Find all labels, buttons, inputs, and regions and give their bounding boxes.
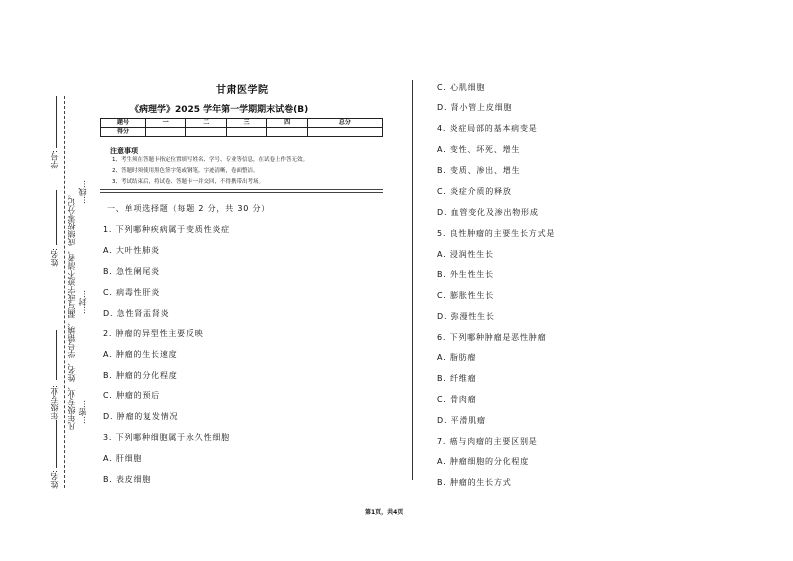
- option-line: D. 弥漫性生长: [437, 312, 495, 321]
- option-line: C. 肿瘤的预后: [103, 391, 161, 400]
- score-table: [100, 118, 383, 137]
- option-line: B. 变质、渗出、增生: [437, 166, 521, 175]
- column-divider: [412, 80, 413, 480]
- option-line: B. 肿瘤的生长方式: [437, 478, 512, 487]
- score-cell: 三: [226, 119, 266, 128]
- section-heading: 一、单项选择题（每题 2 分，共 30 分）: [107, 204, 271, 213]
- seal-mark-secret: …密…: [78, 400, 87, 424]
- option-line: C. 心肌细胞: [437, 83, 486, 92]
- option-line: D. 平滑肌瘤: [437, 416, 486, 425]
- student-id-label: 学号:: [50, 150, 59, 169]
- score-cell: 题号: [101, 119, 146, 128]
- question-line: 4. 炎症局部的基本病变是: [437, 124, 538, 133]
- question-line: 1. 下列哪种疾病属于变质性炎症: [103, 225, 230, 234]
- score-input-cell: [307, 128, 382, 137]
- score-table-score-row: [101, 128, 383, 137]
- notice-item: 1、考生须在答题卡指定位置填写姓名、学号、专业等信息，在试卷上作答无效。: [112, 157, 309, 163]
- option-line: D. 肿瘤的复发情况: [103, 412, 179, 421]
- major-label: 年级专业:: [50, 385, 59, 420]
- score-input-cell: [146, 128, 186, 137]
- question-line: 5. 良性肿瘤的主要生长方式是: [437, 229, 556, 238]
- option-line: A. 肿瘤的生长速度: [103, 350, 178, 359]
- seal-mark-seal: …封…: [78, 290, 87, 314]
- option-line: A. 变性、坏死、增生: [437, 145, 521, 154]
- option-line: A. 浸润性生长: [437, 250, 494, 259]
- notice-item: 3、考试结束后，将试卷、答题卡一并交回，不得携带出考场。: [112, 179, 265, 185]
- notice-title: 注意事项: [110, 147, 138, 155]
- binding-dashed-line: [64, 96, 65, 488]
- option-line: B. 肿瘤的分化程度: [103, 371, 178, 380]
- option-line: A. 肝细胞: [103, 454, 143, 463]
- exam-title: 《病理学》2025 学年第一学期期末试卷(B): [130, 105, 309, 115]
- option-line: B. 纤维瘤: [437, 374, 477, 383]
- option-line: A. 脂肪瘤: [437, 353, 477, 362]
- name-label-2: 姓名:: [50, 470, 59, 489]
- score-cell: 四: [267, 119, 307, 128]
- option-line: A. 大叶性肺炎: [103, 246, 160, 255]
- option-line: C. 病毒性肝炎: [103, 288, 161, 297]
- option-line: D. 肾小管上皮细胞: [437, 103, 513, 112]
- question-line: 3. 下列哪种细胞属于永久性细胞: [103, 433, 230, 442]
- name-blank: [56, 190, 57, 245]
- option-line: C. 炎症介质的释放: [437, 187, 512, 196]
- option-line: B. 外生性生长: [437, 270, 494, 279]
- score-cell: 得分: [101, 128, 146, 137]
- score-cell: 一: [146, 119, 186, 128]
- divider-line: [100, 192, 383, 193]
- notice-item: 2、答题时须使用黑色签字笔或钢笔，字迹清晰，卷面整洁。: [112, 168, 259, 174]
- page-number: 第1页，共4页: [365, 509, 404, 516]
- score-input-cell: [186, 128, 226, 137]
- score-cell: 二: [186, 119, 226, 128]
- option-line: D. 急性肾盂肾炎: [103, 309, 170, 318]
- option-line: B. 表皮细胞: [103, 475, 152, 484]
- option-line: C. 膨胀性生长: [437, 291, 495, 300]
- binding-warning: 凡年级专业、姓名、学号错填、漏写或字迹不清者，成绩按零分记。: [67, 190, 76, 430]
- option-line: C. 骨肉瘤: [437, 395, 477, 404]
- name-label: 姓名:: [50, 248, 59, 267]
- seal-mark-line: …线…: [78, 180, 87, 204]
- score-input-cell: [267, 128, 307, 137]
- divider-line: [100, 189, 383, 190]
- name-blank-2: [56, 420, 57, 468]
- option-line: B. 急性阑尾炎: [103, 267, 160, 276]
- option-line: A. 肿瘤细胞的分化程度: [437, 457, 530, 466]
- question-line: 6. 下列哪种肿瘤是恶性肿瘤: [437, 333, 547, 342]
- question-line: 2. 肿瘤的异型性主要反映: [103, 329, 204, 338]
- score-table-header-row: [101, 119, 383, 128]
- score-cell: 总分: [307, 119, 382, 128]
- option-line: D. 血管变化及渗出物形成: [437, 208, 539, 217]
- student-id-blank: [56, 96, 57, 148]
- question-line: 7. 癌与肉瘤的主要区别是: [437, 437, 538, 446]
- school-name: 甘肃医学院: [216, 85, 269, 96]
- major-blank: [56, 330, 57, 380]
- score-input-cell: [226, 128, 266, 137]
